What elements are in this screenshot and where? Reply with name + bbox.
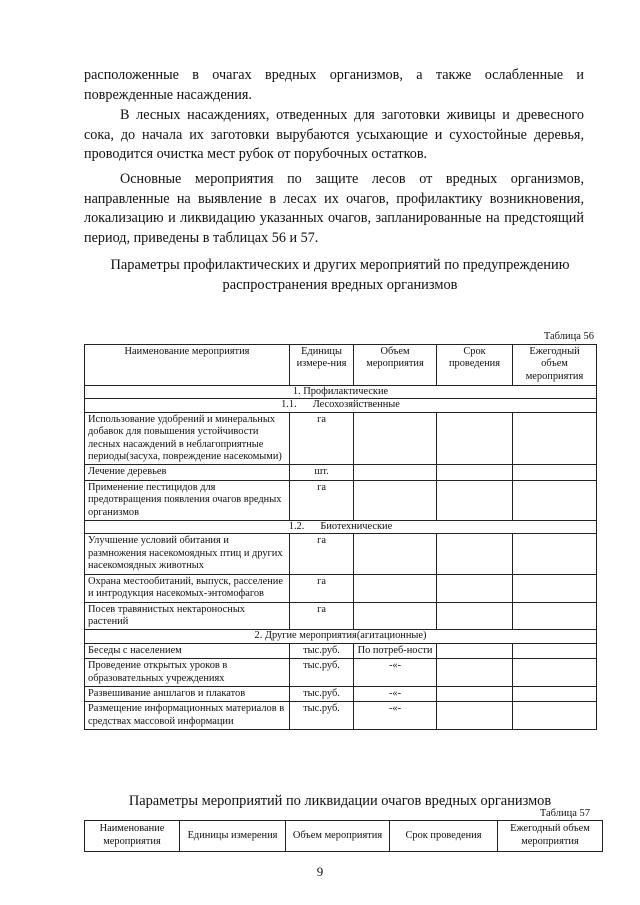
section-number: 1.1.: [281, 399, 297, 411]
cell-volume: [354, 574, 437, 602]
section-row: [85, 521, 597, 534]
section-forestry: [85, 399, 597, 412]
cell-term: [437, 659, 513, 687]
cell-name: Использование удобрений и минеральных добавок для повышения устойчивости лесных насаждений в неблагоприятные периоды(засуха, повреждение насекомыми): [85, 412, 290, 465]
cell-annual: [513, 480, 597, 520]
cell-annual: [513, 643, 597, 658]
cell-unit: га: [290, 412, 354, 465]
header-term: Срок проведения: [390, 821, 498, 852]
table-56: [84, 344, 597, 730]
cell-volume: По потреб-ности: [354, 643, 437, 658]
cell-name: Размещение информационных материалов в средствах массовой информации: [85, 702, 290, 730]
table-row: [85, 534, 597, 574]
cell-unit: га: [290, 574, 354, 602]
header-name: Наименование мероприятия: [85, 821, 180, 852]
cell-unit: тыс.руб.: [290, 686, 354, 701]
cell-annual: [513, 659, 597, 687]
cell-unit: га: [290, 480, 354, 520]
cell-volume: [354, 534, 437, 574]
cell-name: Проведение открытых уроков в образовательных учреждениях: [85, 659, 290, 687]
header-name: Наименование мероприятия: [85, 345, 290, 386]
header-annual: Ежегодный объем мероприятия: [498, 821, 603, 852]
paragraph-2: В лесных насаждениях, отведенных для заготовки живицы и древесного сока, до начала их заготовки вырубаются усыхающие и сухостойные деревья, проводится очистка мест рубок от порубочных остатков.: [84, 107, 584, 163]
section-row: [85, 399, 597, 412]
header-unit: Единицы измере-ния: [290, 345, 354, 386]
cell-annual: [513, 702, 597, 730]
section-biotech: [85, 521, 597, 534]
cell-annual: [513, 412, 597, 465]
cell-name: Применение пестицидов для предотвращения появления очагов вредных организмов: [85, 480, 290, 520]
section-row: [85, 630, 597, 643]
cell-name: Развешивание аншлагов и плакатов: [85, 686, 290, 701]
header-volume: Объем мероприятия: [354, 345, 437, 386]
cell-term: [437, 534, 513, 574]
header-volume: Объем мероприятия: [286, 821, 390, 852]
paragraph-1: расположенные в очагах вредных организмов, а также ослабленные и поврежденные насаждения.: [84, 67, 584, 103]
cell-annual: [513, 574, 597, 602]
cell-term: [437, 412, 513, 465]
table-row: [85, 412, 597, 465]
page-number: 9: [316, 864, 324, 879]
cell-name: Лечение деревьев: [85, 465, 290, 480]
cell-term: [437, 480, 513, 520]
cell-annual: [513, 465, 597, 480]
table-row: [85, 574, 597, 602]
cell-term: [437, 702, 513, 730]
cell-term: [437, 643, 513, 658]
table-row: [85, 686, 597, 701]
cell-volume: -«-: [354, 659, 437, 687]
cell-name: Беседы с населением: [85, 643, 290, 658]
section-row: [85, 386, 597, 399]
header-annual: Ежегодный объем мероприятия: [513, 345, 597, 386]
cell-annual: [513, 686, 597, 701]
cell-unit: га: [290, 534, 354, 574]
table-row: [85, 602, 597, 630]
table-57-title: Параметры мероприятий по ликвидации очагов вредных организмов: [128, 793, 552, 809]
cell-term: [437, 686, 513, 701]
table-56-label: Таблица 56: [543, 331, 594, 342]
table-row: [85, 643, 597, 658]
cell-unit: шт.: [290, 465, 354, 480]
table-header-row: [85, 821, 603, 852]
cell-name: Посев травянистых нектароносных растений: [85, 602, 290, 630]
cell-volume: -«-: [354, 686, 437, 701]
cell-unit: га: [290, 602, 354, 630]
table-row: [85, 659, 597, 687]
cell-name: Охрана местообитаний, выпуск, расселение и интродукция насекомых-энтомофагов: [85, 574, 290, 602]
table-57: [84, 820, 603, 852]
cell-annual: [513, 602, 597, 630]
cell-volume: [354, 412, 437, 465]
section-label: Лесохозяйственные: [312, 399, 400, 411]
table-57-label: Таблица 57: [539, 808, 590, 819]
section-label: Биотехнические: [320, 521, 393, 533]
cell-volume: [354, 602, 437, 630]
cell-volume: [354, 480, 437, 520]
cell-name: Улучшение условий обитания и размножения насекомоядных птиц и других насекомоядных животных: [85, 534, 290, 574]
cell-volume: -«-: [354, 702, 437, 730]
table-56-title: Параметры профилактических и других мероприятий по предупреждению распространения вредных организмов: [110, 257, 570, 293]
cell-volume: [354, 465, 437, 480]
table-row: [85, 702, 597, 730]
table-row: [85, 480, 597, 520]
header-unit: Единицы измерения: [180, 821, 286, 852]
cell-term: [437, 465, 513, 480]
section-other: 2. Другие мероприятия(агитационные): [85, 630, 597, 643]
cell-unit: тыс.руб.: [290, 702, 354, 730]
cell-term: [437, 602, 513, 630]
cell-unit: тыс.руб.: [290, 643, 354, 658]
cell-term: [437, 574, 513, 602]
paragraph-3: Основные мероприятия по защите лесов от вредных организмов, направленные на выявление в лесах их очагов, профилактику возникновения, локализацию и ликвидацию указанных очагов, запланированные на предстоящий период, приведены в таблицах 56 и 57.: [84, 171, 584, 246]
cell-unit: тыс.руб.: [290, 659, 354, 687]
cell-annual: [513, 534, 597, 574]
section-profilactic: 1. Профилактические: [85, 386, 597, 399]
table-header-row: [85, 345, 597, 386]
table-row: [85, 465, 597, 480]
header-term: Срок проведения: [437, 345, 513, 386]
section-number: 1.2.: [288, 521, 305, 533]
